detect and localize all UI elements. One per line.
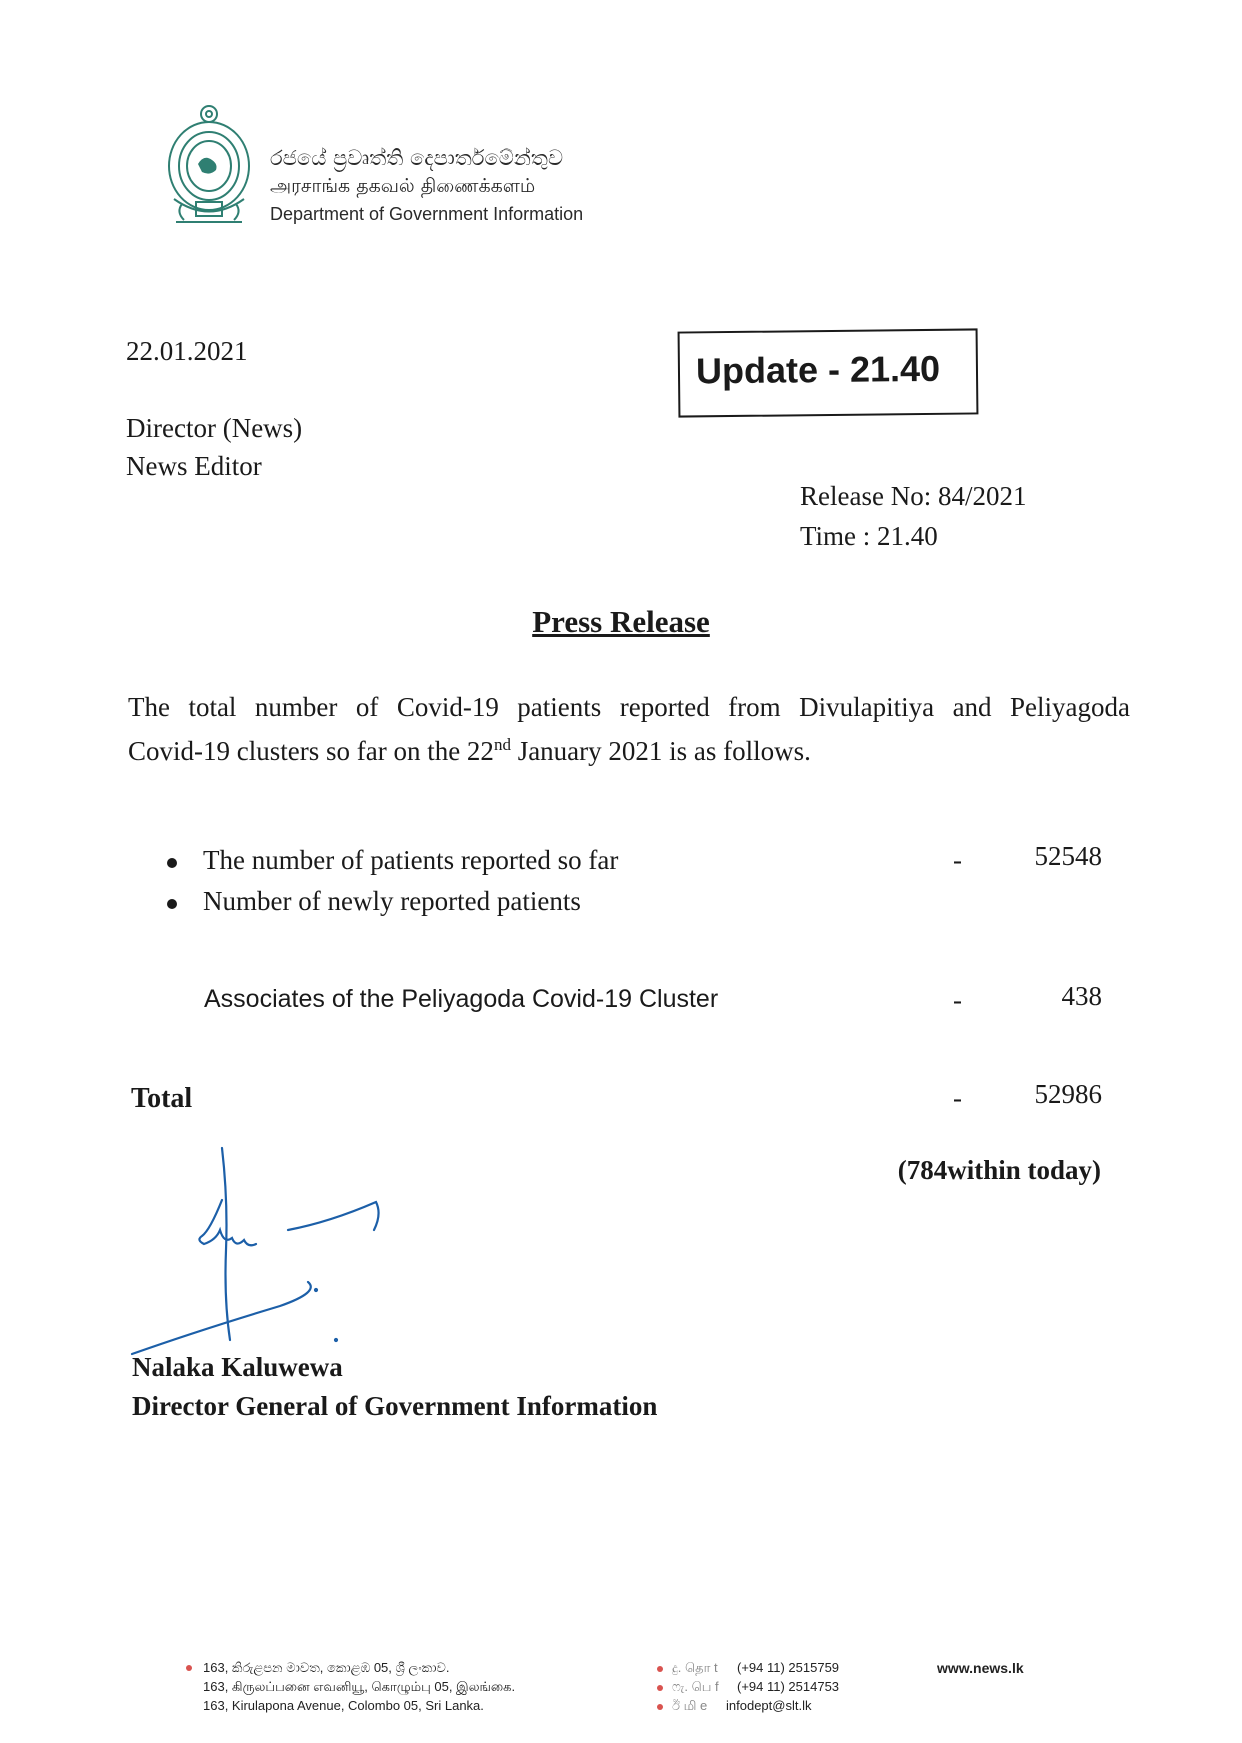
email-label: ඊ மி e	[672, 1698, 708, 1713]
intro-line-1: The total number of Covid-19 patients reported from Divulapitiya and Peliyagoda	[128, 692, 1130, 722]
footer-phone: (+94 11) 2515759	[737, 1660, 840, 1675]
department-name-tamil: அரசாங்க தகவல் திணைக்களம்	[270, 175, 536, 197]
department-name-english: Department of Government Information	[270, 204, 584, 224]
signatory-name: Nalaka Kaluwewa	[132, 1352, 343, 1382]
intro-line-2	[128, 736, 811, 766]
sri-lanka-emblem-icon	[162, 104, 256, 230]
update-badge	[678, 328, 979, 417]
handwritten-signature	[120, 1140, 400, 1360]
footer-address-tamil: 163, கிருலப்பனை எவனியூ, கொழும்பு 05, இலங்கை.	[203, 1679, 516, 1694]
footer-bullet-icon	[657, 1666, 663, 1672]
list-item-newly-reported	[167, 886, 581, 917]
newly-label: Number of newly reported patients	[203, 886, 581, 916]
within-today-note: (784within today)	[897, 1155, 1101, 1185]
release-date: 22.01.2021	[126, 336, 248, 366]
separator-dash: -	[953, 1083, 962, 1113]
associates-label: Associates of the Peliyagoda Covid-19 Cluster	[204, 985, 719, 1013]
reported-value: 52548	[1034, 841, 1102, 871]
ordinal-suffix: nd	[493, 735, 511, 754]
footer-address-english: 163, Kirulapona Avenue, Colombo 05, Sri Lanka.	[203, 1698, 484, 1713]
total-label: Total	[131, 1083, 193, 1114]
footer-bullet-icon	[186, 1665, 192, 1671]
update-label: Update - 21.40	[695, 347, 941, 392]
intro-paragraph	[128, 688, 1130, 770]
total-value: 52986	[1034, 1079, 1102, 1109]
release-time: Time : 21.40	[800, 521, 938, 551]
fax-label: ෆැ. பெ f	[672, 1679, 719, 1694]
separator-dash: -	[953, 845, 962, 875]
associates-value: 438	[1061, 981, 1102, 1011]
footer-address-sinhala: 163, කිරුළපන මාවත, කොළඹ 05, ශ්‍රී ලංකාව.	[203, 1660, 450, 1675]
document-title: Press Release	[532, 604, 710, 639]
department-name-sinhala: රජයේ ප්‍රවෘත්ති දෙපාර්තමේන්තුව	[270, 146, 564, 170]
intro-line-2-text: Covid-19 clusters so far on the 22	[128, 736, 494, 766]
list-item-reported	[167, 845, 618, 876]
reported-label: The number of patients reported so far	[203, 845, 619, 875]
footer-email[interactable]: infodept@slt.lk	[726, 1698, 812, 1713]
bullet-icon	[167, 858, 177, 868]
separator-dash: -	[953, 985, 962, 1015]
footer-bullet-icon	[657, 1704, 663, 1710]
footer-bullet-icon	[657, 1685, 663, 1691]
addressee-director: Director (News)	[126, 413, 303, 443]
release-number: Release No: 84/2021	[800, 481, 1027, 511]
footer-website-link[interactable]: www.news.lk	[937, 1660, 1024, 1676]
footer-fax: (+94 11) 2514753	[737, 1679, 840, 1694]
intro-line-2-end: January 2021 is as follows.	[510, 736, 811, 766]
signatory-title: Director General of Government Information	[132, 1391, 658, 1421]
phone-label: දු. தொ t	[672, 1660, 718, 1675]
addressee-editor: News Editor	[126, 451, 262, 481]
bullet-icon	[167, 899, 177, 909]
